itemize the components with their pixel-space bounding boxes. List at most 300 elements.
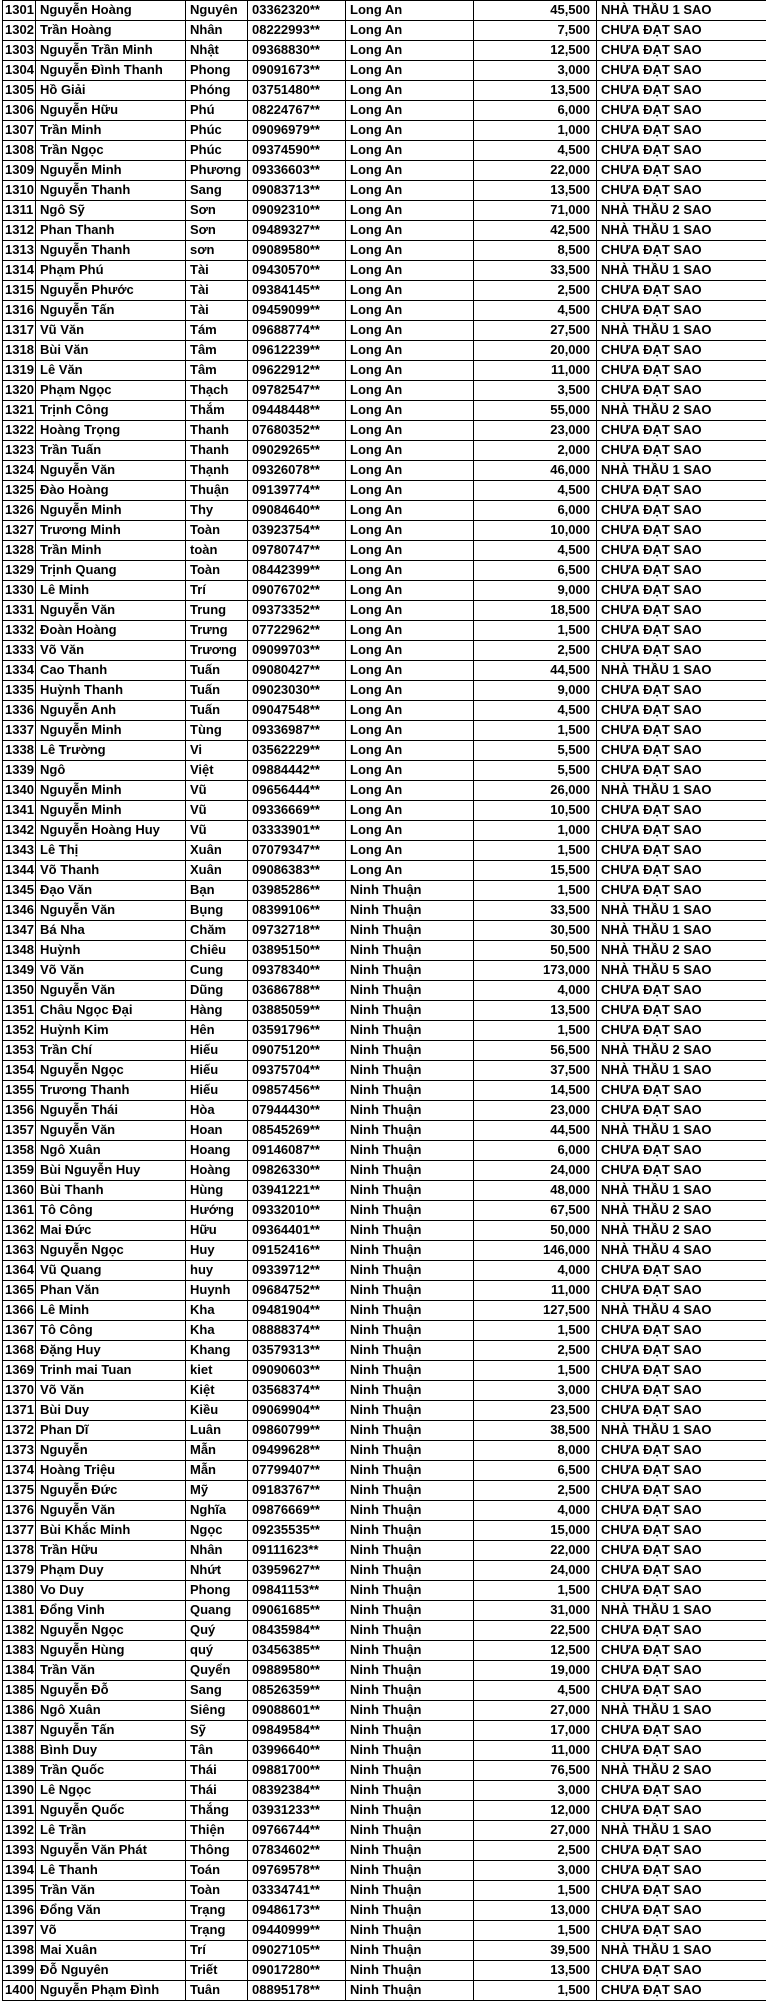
cell-status[interactable]: CHƯA ĐẠT SAO xyxy=(601,542,702,557)
cell-family-name[interactable]: Mai Xuân xyxy=(36,1941,186,1960)
cell-amount[interactable]: 9,000 xyxy=(474,681,597,700)
cell-phone[interactable]: 09146087** xyxy=(248,1141,346,1160)
cell-family-name[interactable]: Đổng Văn xyxy=(36,1901,186,1920)
cell-status[interactable]: CHƯA ĐẠT SAO xyxy=(601,702,702,717)
cell-phone[interactable]: 09375704** xyxy=(248,1061,346,1080)
cell-family-name[interactable]: Hồ Giải xyxy=(36,81,186,100)
cell-given-name[interactable]: Nhật xyxy=(186,41,248,60)
cell-province[interactable]: Long An xyxy=(346,421,474,440)
cell-stt[interactable]: 1322 xyxy=(3,421,36,440)
cell-family-name[interactable]: Nguyễn Tấn xyxy=(36,1721,186,1740)
cell-family-name[interactable]: Bùi Nguyễn Huy xyxy=(36,1161,186,1180)
cell-stt[interactable]: 1340 xyxy=(3,781,36,800)
cell-given-name[interactable]: Thông xyxy=(186,1841,248,1860)
cell-amount[interactable]: 1,500 xyxy=(474,1581,597,1600)
cell-given-name[interactable]: Hiếu xyxy=(186,1061,248,1080)
cell-stt[interactable]: 1339 xyxy=(3,761,36,780)
cell-status[interactable]: CHƯA ĐẠT SAO xyxy=(601,1662,702,1677)
cell-status[interactable]: CHƯA ĐẠT SAO xyxy=(601,682,702,697)
cell-family-name[interactable]: Võ xyxy=(36,1921,186,1940)
cell-status[interactable]: CHƯA ĐẠT SAO xyxy=(601,1582,702,1597)
cell-phone[interactable]: 09089580** xyxy=(248,241,346,260)
cell-given-name[interactable]: Thy xyxy=(186,501,248,520)
cell-family-name[interactable]: Cao Thanh xyxy=(36,661,186,680)
cell-status[interactable]: CHƯA ĐẠT SAO xyxy=(601,562,702,577)
cell-status[interactable]: CHƯA ĐẠT SAO xyxy=(601,162,702,177)
cell-amount[interactable]: 4,500 xyxy=(474,481,597,500)
cell-given-name[interactable]: Phúc xyxy=(186,141,248,160)
cell-family-name[interactable]: Võ Văn xyxy=(36,1381,186,1400)
cell-province[interactable]: Ninh Thuận xyxy=(346,1881,474,1900)
cell-province[interactable]: Ninh Thuận xyxy=(346,1381,474,1400)
cell-province[interactable]: Long An xyxy=(346,341,474,360)
cell-amount[interactable]: 5,500 xyxy=(474,761,597,780)
cell-given-name[interactable]: Nguyên xyxy=(186,1,248,20)
cell-given-name[interactable]: Việt xyxy=(186,761,248,780)
cell-province[interactable]: Ninh Thuận xyxy=(346,1341,474,1360)
cell-amount[interactable]: 1,500 xyxy=(474,1361,597,1380)
cell-stt[interactable]: 1358 xyxy=(3,1141,36,1160)
cell-phone[interactable]: 09364401** xyxy=(248,1221,346,1240)
cell-status[interactable]: CHƯA ĐẠT SAO xyxy=(601,382,702,397)
cell-given-name[interactable]: Nghĩa xyxy=(186,1501,248,1520)
cell-status[interactable]: CHƯA ĐẠT SAO xyxy=(601,1642,702,1657)
cell-phone[interactable]: 09841153** xyxy=(248,1581,346,1600)
cell-province[interactable]: Long An xyxy=(346,281,474,300)
cell-family-name[interactable]: Mai Đức xyxy=(36,1221,186,1240)
cell-amount[interactable]: 1,500 xyxy=(474,621,597,640)
cell-stt[interactable]: 1302 xyxy=(3,21,36,40)
cell-family-name[interactable]: Trương Thanh xyxy=(36,1081,186,1100)
cell-province[interactable]: Long An xyxy=(346,41,474,60)
cell-province[interactable]: Long An xyxy=(346,181,474,200)
cell-amount[interactable]: 8,000 xyxy=(474,1441,597,1460)
cell-amount[interactable]: 1,500 xyxy=(474,721,597,740)
cell-status[interactable]: CHƯA ĐẠT SAO xyxy=(601,1782,702,1797)
cell-stt[interactable]: 1361 xyxy=(3,1201,36,1220)
cell-phone[interactable]: 03591796** xyxy=(248,1021,346,1040)
cell-status[interactable]: CHƯA ĐẠT SAO xyxy=(601,22,702,37)
cell-phone[interactable]: 03941221** xyxy=(248,1181,346,1200)
cell-given-name[interactable]: Tài xyxy=(186,301,248,320)
cell-status[interactable]: NHÀ THẦU 2 SAO xyxy=(601,1222,712,1237)
cell-stt[interactable]: 1380 xyxy=(3,1581,36,1600)
cell-province[interactable]: Ninh Thuận xyxy=(346,1841,474,1860)
cell-amount[interactable]: 46,000 xyxy=(474,461,597,480)
cell-status[interactable]: NHÀ THẦU 2 SAO xyxy=(601,1762,712,1777)
cell-province[interactable]: Ninh Thuận xyxy=(346,1261,474,1280)
cell-province[interactable]: Ninh Thuận xyxy=(346,1461,474,1480)
cell-province[interactable]: Ninh Thuận xyxy=(346,1961,474,1980)
cell-phone[interactable]: 03568374** xyxy=(248,1381,346,1400)
cell-amount[interactable]: 1,000 xyxy=(474,821,597,840)
cell-given-name[interactable]: sơn xyxy=(186,241,248,260)
cell-phone[interactable]: 08392384** xyxy=(248,1781,346,1800)
cell-stt[interactable]: 1315 xyxy=(3,281,36,300)
cell-stt[interactable]: 1368 xyxy=(3,1341,36,1360)
cell-stt[interactable]: 1305 xyxy=(3,81,36,100)
cell-stt[interactable]: 1313 xyxy=(3,241,36,260)
cell-given-name[interactable]: Trạng xyxy=(186,1901,248,1920)
cell-family-name[interactable]: Trịnh Quang xyxy=(36,561,186,580)
cell-amount[interactable]: 24,000 xyxy=(474,1161,597,1180)
cell-status[interactable]: CHƯA ĐẠT SAO xyxy=(601,722,702,737)
cell-status[interactable]: CHƯA ĐẠT SAO xyxy=(601,1922,702,1937)
cell-given-name[interactable]: Nhân xyxy=(186,21,248,40)
cell-phone[interactable]: 09489327** xyxy=(248,221,346,240)
cell-province[interactable]: Long An xyxy=(346,321,474,340)
cell-phone[interactable]: 09857456** xyxy=(248,1081,346,1100)
cell-family-name[interactable]: Nguyễn Đức xyxy=(36,1481,186,1500)
cell-status[interactable]: CHƯA ĐẠT SAO xyxy=(601,1482,702,1497)
cell-given-name[interactable]: kiet xyxy=(186,1361,248,1380)
cell-amount[interactable]: 24,000 xyxy=(474,1561,597,1580)
cell-province[interactable]: Ninh Thuận xyxy=(346,1141,474,1160)
cell-amount[interactable]: 55,000 xyxy=(474,401,597,420)
cell-status[interactable]: CHƯA ĐẠT SAO xyxy=(601,102,702,117)
cell-family-name[interactable]: Nguyễn Ngọc xyxy=(36,1241,186,1260)
cell-family-name[interactable]: Đổng Vinh xyxy=(36,1601,186,1620)
cell-given-name[interactable]: Thạnh xyxy=(186,461,248,480)
cell-phone[interactable]: 09111623** xyxy=(248,1541,346,1560)
cell-status[interactable]: CHƯA ĐẠT SAO xyxy=(601,1802,702,1817)
cell-amount[interactable]: 11,000 xyxy=(474,1281,597,1300)
cell-phone[interactable]: 09373352** xyxy=(248,601,346,620)
cell-family-name[interactable]: Trần Văn xyxy=(36,1661,186,1680)
cell-stt[interactable]: 1327 xyxy=(3,521,36,540)
cell-stt[interactable]: 1367 xyxy=(3,1321,36,1340)
cell-given-name[interactable]: Mẫn xyxy=(186,1441,248,1460)
cell-province[interactable]: Ninh Thuận xyxy=(346,1581,474,1600)
cell-phone[interactable]: 09336603** xyxy=(248,161,346,180)
cell-status[interactable]: CHƯA ĐẠT SAO xyxy=(601,1402,702,1417)
cell-given-name[interactable]: Hữu xyxy=(186,1221,248,1240)
cell-phone[interactable]: 09332010** xyxy=(248,1201,346,1220)
cell-status[interactable]: NHÀ THẦU 1 SAO xyxy=(601,1122,712,1137)
cell-status[interactable]: CHƯA ĐẠT SAO xyxy=(601,742,702,757)
cell-given-name[interactable]: Thắm xyxy=(186,401,248,420)
cell-amount[interactable]: 1,500 xyxy=(474,1981,597,2000)
cell-status[interactable]: NHÀ THẦU 4 SAO xyxy=(601,1242,712,1257)
cell-given-name[interactable]: Toàn xyxy=(186,1881,248,1900)
cell-amount[interactable]: 3,500 xyxy=(474,381,597,400)
cell-status[interactable]: NHÀ THẦU 1 SAO xyxy=(601,1602,712,1617)
cell-amount[interactable]: 67,500 xyxy=(474,1201,597,1220)
cell-family-name[interactable]: Võ Thanh xyxy=(36,861,186,880)
cell-stt[interactable]: 1333 xyxy=(3,641,36,660)
cell-province[interactable]: Long An xyxy=(346,821,474,840)
cell-stt[interactable]: 1311 xyxy=(3,201,36,220)
cell-status[interactable]: NHÀ THẦU 2 SAO xyxy=(601,1042,712,1057)
cell-province[interactable]: Long An xyxy=(346,601,474,620)
cell-family-name[interactable]: Huỳnh Kim xyxy=(36,1021,186,1040)
cell-family-name[interactable]: Nguyễn Văn xyxy=(36,601,186,620)
cell-province[interactable]: Long An xyxy=(346,1,474,20)
cell-phone[interactable]: 09336987** xyxy=(248,721,346,740)
cell-phone[interactable]: 09688774** xyxy=(248,321,346,340)
cell-province[interactable]: Ninh Thuận xyxy=(346,1161,474,1180)
cell-family-name[interactable]: Nguyễn Văn xyxy=(36,1501,186,1520)
cell-amount[interactable]: 30,500 xyxy=(474,921,597,940)
cell-family-name[interactable]: Lê Ngọc xyxy=(36,1781,186,1800)
cell-phone[interactable]: 03579313** xyxy=(248,1341,346,1360)
cell-province[interactable]: Ninh Thuận xyxy=(346,1061,474,1080)
cell-given-name[interactable]: Tài xyxy=(186,281,248,300)
cell-province[interactable]: Ninh Thuận xyxy=(346,1041,474,1060)
cell-family-name[interactable]: Trịnh Công xyxy=(36,401,186,420)
cell-amount[interactable]: 2,000 xyxy=(474,441,597,460)
cell-given-name[interactable]: Mẫn xyxy=(186,1461,248,1480)
cell-status[interactable]: NHÀ THẦU 4 SAO xyxy=(601,1302,712,1317)
cell-phone[interactable]: 09430570** xyxy=(248,261,346,280)
cell-status[interactable]: CHƯA ĐẠT SAO xyxy=(601,862,702,877)
cell-status[interactable]: CHƯA ĐẠT SAO xyxy=(601,1902,702,1917)
cell-given-name[interactable]: Thắng xyxy=(186,1801,248,1820)
cell-province[interactable]: Ninh Thuận xyxy=(346,1001,474,1020)
cell-amount[interactable]: 23,000 xyxy=(474,421,597,440)
cell-status[interactable]: CHƯA ĐẠT SAO xyxy=(601,482,702,497)
cell-province[interactable]: Ninh Thuận xyxy=(346,1541,474,1560)
cell-amount[interactable]: 3,000 xyxy=(474,61,597,80)
cell-given-name[interactable]: Nhứt xyxy=(186,1561,248,1580)
cell-phone[interactable]: 09326078** xyxy=(248,461,346,480)
cell-amount[interactable]: 7,500 xyxy=(474,21,597,40)
cell-amount[interactable]: 6,500 xyxy=(474,1461,597,1480)
cell-province[interactable]: Long An xyxy=(346,721,474,740)
cell-status[interactable]: CHƯA ĐẠT SAO xyxy=(601,982,702,997)
cell-phone[interactable]: 08399106** xyxy=(248,901,346,920)
cell-phone[interactable]: 09139774** xyxy=(248,481,346,500)
cell-family-name[interactable]: Bùi Duy xyxy=(36,1401,186,1420)
cell-status[interactable]: NHÀ THẦU 1 SAO xyxy=(601,462,712,477)
cell-family-name[interactable]: Lê Trường xyxy=(36,741,186,760)
cell-family-name[interactable]: Lê Minh xyxy=(36,581,186,600)
cell-province[interactable]: Ninh Thuận xyxy=(346,1501,474,1520)
cell-amount[interactable]: 12,500 xyxy=(474,1641,597,1660)
cell-phone[interactable]: 09374590** xyxy=(248,141,346,160)
cell-phone[interactable]: 09183767** xyxy=(248,1481,346,1500)
cell-phone[interactable]: 09090603** xyxy=(248,1361,346,1380)
cell-family-name[interactable]: Nguyễn Phạm Đình xyxy=(36,1981,186,2000)
cell-phone[interactable]: 09084640** xyxy=(248,501,346,520)
cell-given-name[interactable]: Trí xyxy=(186,1941,248,1960)
cell-phone[interactable]: 09826330** xyxy=(248,1161,346,1180)
cell-given-name[interactable]: Chiêu xyxy=(186,941,248,960)
cell-province[interactable]: Ninh Thuận xyxy=(346,1981,474,2000)
cell-province[interactable]: Ninh Thuận xyxy=(346,1241,474,1260)
cell-given-name[interactable]: Phương xyxy=(186,161,248,180)
cell-stt[interactable]: 1369 xyxy=(3,1361,36,1380)
cell-given-name[interactable]: Vũ xyxy=(186,801,248,820)
cell-amount[interactable]: 37,500 xyxy=(474,1061,597,1080)
cell-province[interactable]: Ninh Thuận xyxy=(346,1301,474,1320)
cell-province[interactable]: Long An xyxy=(346,741,474,760)
cell-given-name[interactable]: Vũ xyxy=(186,781,248,800)
cell-phone[interactable]: 03885059** xyxy=(248,1001,346,1020)
cell-status[interactable]: CHƯA ĐẠT SAO xyxy=(601,1362,702,1377)
cell-family-name[interactable]: Nguyễn Minh xyxy=(36,801,186,820)
cell-status[interactable]: NHÀ THẦU 1 SAO xyxy=(601,262,712,277)
cell-status[interactable]: NHÀ THẦU 5 SAO xyxy=(601,962,712,977)
cell-phone[interactable]: 09486173** xyxy=(248,1901,346,1920)
cell-status[interactable]: CHƯA ĐẠT SAO xyxy=(601,882,702,897)
cell-stt[interactable]: 1310 xyxy=(3,181,36,200)
cell-province[interactable]: Long An xyxy=(346,141,474,160)
cell-phone[interactable]: 09684752** xyxy=(248,1281,346,1300)
cell-status[interactable]: CHƯA ĐẠT SAO xyxy=(601,362,702,377)
cell-family-name[interactable]: Bùi Văn xyxy=(36,341,186,360)
cell-province[interactable]: Ninh Thuận xyxy=(346,1621,474,1640)
cell-stt[interactable]: 1353 xyxy=(3,1041,36,1060)
cell-family-name[interactable]: Châu Ngọc Đại xyxy=(36,1001,186,1020)
cell-status[interactable]: CHƯA ĐẠT SAO xyxy=(601,1502,702,1517)
cell-phone[interactable]: 03686788** xyxy=(248,981,346,1000)
cell-province[interactable]: Long An xyxy=(346,261,474,280)
cell-phone[interactable]: 09884442** xyxy=(248,761,346,780)
cell-status[interactable]: NHÀ THẦU 2 SAO xyxy=(601,402,712,417)
cell-family-name[interactable]: Phạm Phú xyxy=(36,261,186,280)
cell-phone[interactable]: 09023030** xyxy=(248,681,346,700)
cell-stt[interactable]: 1343 xyxy=(3,841,36,860)
cell-province[interactable]: Ninh Thuận xyxy=(346,1101,474,1120)
cell-family-name[interactable]: Ngô Xuân xyxy=(36,1141,186,1160)
cell-stt[interactable]: 1316 xyxy=(3,301,36,320)
cell-status[interactable]: NHÀ THẦU 2 SAO xyxy=(601,202,712,217)
cell-given-name[interactable]: Khang xyxy=(186,1341,248,1360)
cell-given-name[interactable]: Xuân xyxy=(186,861,248,880)
cell-family-name[interactable]: Lê Thị xyxy=(36,841,186,860)
cell-amount[interactable]: 23,500 xyxy=(474,1401,597,1420)
cell-family-name[interactable]: Nguyễn Văn xyxy=(36,981,186,1000)
cell-amount[interactable]: 11,000 xyxy=(474,361,597,380)
cell-phone[interactable]: 09378340** xyxy=(248,961,346,980)
cell-stt[interactable]: 1379 xyxy=(3,1561,36,1580)
cell-given-name[interactable]: Tân xyxy=(186,1741,248,1760)
cell-phone[interactable]: 09769578** xyxy=(248,1861,346,1880)
cell-given-name[interactable]: Trưng xyxy=(186,621,248,640)
cell-status[interactable]: NHÀ THẦU 1 SAO xyxy=(601,902,712,917)
cell-stt[interactable]: 1400 xyxy=(3,1981,36,2000)
cell-status[interactable]: CHƯA ĐẠT SAO xyxy=(601,1082,702,1097)
cell-phone[interactable]: 07079347** xyxy=(248,841,346,860)
cell-family-name[interactable]: Hoàng Triệu xyxy=(36,1461,186,1480)
cell-stt[interactable]: 1352 xyxy=(3,1021,36,1040)
cell-status[interactable]: CHƯA ĐẠT SAO xyxy=(601,442,702,457)
cell-province[interactable]: Ninh Thuận xyxy=(346,1661,474,1680)
cell-phone[interactable]: 03456385** xyxy=(248,1641,346,1660)
cell-phone[interactable]: 03985286** xyxy=(248,881,346,900)
cell-phone[interactable]: 09622912** xyxy=(248,361,346,380)
cell-given-name[interactable]: Hên xyxy=(186,1021,248,1040)
cell-family-name[interactable]: Bùi Khắc Minh xyxy=(36,1521,186,1540)
cell-amount[interactable]: 6,500 xyxy=(474,561,597,580)
cell-amount[interactable]: 2,500 xyxy=(474,281,597,300)
cell-amount[interactable]: 1,500 xyxy=(474,881,597,900)
cell-family-name[interactable]: Trần Hữu xyxy=(36,1541,186,1560)
cell-phone[interactable]: 09076702** xyxy=(248,581,346,600)
cell-stt[interactable]: 1325 xyxy=(3,481,36,500)
cell-family-name[interactable]: Lê Thanh xyxy=(36,1861,186,1880)
cell-given-name[interactable]: Sang xyxy=(186,1681,248,1700)
cell-stt[interactable]: 1338 xyxy=(3,741,36,760)
cell-family-name[interactable]: Trần Hoàng xyxy=(36,21,186,40)
cell-given-name[interactable]: Quang xyxy=(186,1601,248,1620)
cell-amount[interactable]: 27,000 xyxy=(474,1821,597,1840)
cell-given-name[interactable]: Sơn xyxy=(186,201,248,220)
cell-given-name[interactable]: Huy xyxy=(186,1241,248,1260)
cell-phone[interactable]: 09499628** xyxy=(248,1441,346,1460)
cell-given-name[interactable]: Phúc xyxy=(186,121,248,140)
cell-phone[interactable]: 09069904** xyxy=(248,1401,346,1420)
cell-family-name[interactable]: Nguyễn Hoàng Huy xyxy=(36,821,186,840)
cell-province[interactable]: Ninh Thuận xyxy=(346,961,474,980)
cell-province[interactable]: Ninh Thuận xyxy=(346,1901,474,1920)
cell-stt[interactable]: 1350 xyxy=(3,981,36,1000)
cell-province[interactable]: Long An xyxy=(346,101,474,120)
cell-amount[interactable]: 4,000 xyxy=(474,981,597,1000)
cell-phone[interactable]: 07680352** xyxy=(248,421,346,440)
cell-family-name[interactable]: Nguyễn Trần Minh xyxy=(36,41,186,60)
cell-stt[interactable]: 1328 xyxy=(3,541,36,560)
cell-province[interactable]: Ninh Thuận xyxy=(346,1681,474,1700)
cell-stt[interactable]: 1370 xyxy=(3,1381,36,1400)
cell-province[interactable]: Long An xyxy=(346,681,474,700)
cell-given-name[interactable]: Xuân xyxy=(186,841,248,860)
cell-amount[interactable]: 146,000 xyxy=(474,1241,597,1260)
cell-stt[interactable]: 1355 xyxy=(3,1081,36,1100)
cell-status[interactable]: CHƯA ĐẠT SAO xyxy=(601,1962,702,1977)
cell-family-name[interactable]: Phan Văn xyxy=(36,1281,186,1300)
cell-stt[interactable]: 1376 xyxy=(3,1501,36,1520)
cell-status[interactable]: NHÀ THẦU 1 SAO xyxy=(601,1422,712,1437)
cell-status[interactable]: CHƯA ĐẠT SAO xyxy=(601,62,702,77)
cell-status[interactable]: CHƯA ĐẠT SAO xyxy=(601,1862,702,1877)
cell-family-name[interactable]: Nguyễn Văn xyxy=(36,901,186,920)
cell-family-name[interactable]: Võ Văn xyxy=(36,961,186,980)
cell-stt[interactable]: 1363 xyxy=(3,1241,36,1260)
cell-phone[interactable]: 09860799** xyxy=(248,1421,346,1440)
cell-given-name[interactable]: Chăm xyxy=(186,921,248,940)
cell-status[interactable]: CHƯA ĐẠT SAO xyxy=(601,42,702,57)
cell-phone[interactable]: 09075120** xyxy=(248,1041,346,1060)
cell-amount[interactable]: 4,500 xyxy=(474,701,597,720)
cell-stt[interactable]: 1314 xyxy=(3,261,36,280)
cell-phone[interactable]: 09780747** xyxy=(248,541,346,560)
cell-stt[interactable]: 1356 xyxy=(3,1101,36,1120)
cell-family-name[interactable]: Trần Ngọc xyxy=(36,141,186,160)
cell-amount[interactable]: 44,500 xyxy=(474,1121,597,1140)
cell-phone[interactable]: 09336669** xyxy=(248,801,346,820)
cell-family-name[interactable]: Phan Thanh xyxy=(36,221,186,240)
cell-status[interactable]: CHƯA ĐẠT SAO xyxy=(601,82,702,97)
cell-amount[interactable]: 3,000 xyxy=(474,1781,597,1800)
cell-status[interactable]: NHÀ THẦU 1 SAO xyxy=(601,322,712,337)
cell-phone[interactable]: 09152416** xyxy=(248,1241,346,1260)
cell-status[interactable]: NHÀ THẦU 2 SAO xyxy=(601,942,712,957)
cell-given-name[interactable]: Hoan xyxy=(186,1121,248,1140)
cell-family-name[interactable]: Nguyễn Ngọc xyxy=(36,1621,186,1640)
cell-province[interactable]: Long An xyxy=(346,801,474,820)
cell-stt[interactable]: 1371 xyxy=(3,1401,36,1420)
cell-phone[interactable]: 09083713** xyxy=(248,181,346,200)
cell-family-name[interactable]: Vo Duy xyxy=(36,1581,186,1600)
cell-province[interactable]: Long An xyxy=(346,241,474,260)
cell-phone[interactable]: 08545269** xyxy=(248,1121,346,1140)
cell-amount[interactable]: 5,500 xyxy=(474,741,597,760)
cell-status[interactable]: NHÀ THẦU 1 SAO xyxy=(601,662,712,677)
cell-province[interactable]: Ninh Thuận xyxy=(346,1721,474,1740)
cell-province[interactable]: Long An xyxy=(346,861,474,880)
